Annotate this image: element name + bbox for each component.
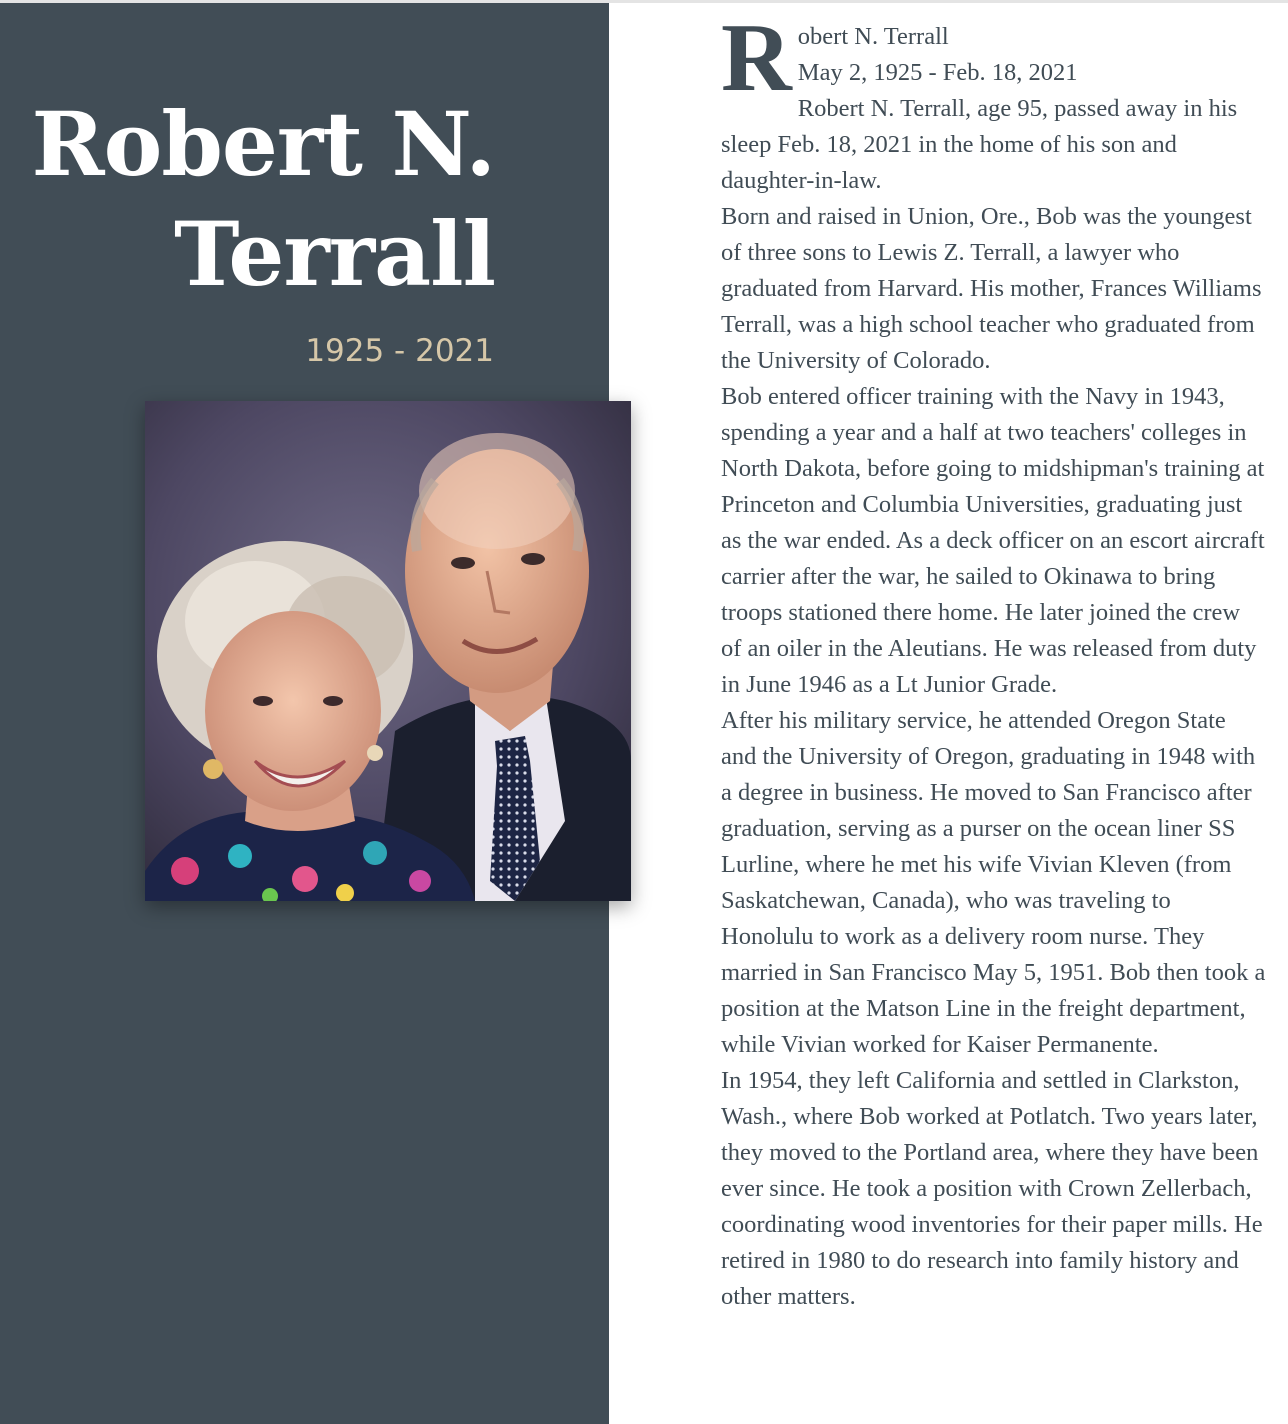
article-header-dates: May 2, 1925 - Feb. 18, 2021 [797,59,1078,86]
name-line-last: Terrall [174,202,495,306]
portrait-photo [145,401,631,901]
article-paragraph-3: Bob entered officer training with the Navy in 1943, spending a year and a half at two teachers' colleges in North Dakota, before going to midshipman's training at Princeton and Columbia Universities, graduating just as the war ended. As a deck officer on an escort aircraft carrier after the war, he sailed to Okinawa to bring troops stationed there home. He later joined the crew of an oiler in the Aleutians. He was released from duty in June 1946 as a Lt Junior Grade. [721,383,1265,698]
article-paragraph-4: After his military service, he attended Oregon State and the University of Oregon, graduating in 1948 with a degree in business. He moved to San Francisco after graduation, serving as a purser on the ocean liner SS Lurline, where he met his wife Vivian Kleven (from Saskatchewan, Canada), who was traveling to Honolulu to work as a delivery room nurse. They married in San Francisco May 5, 1951. Bob then took a position at the Matson Line in the freight department, while Vivian worked for Kaiser Permanente. [721,707,1266,1058]
life-years: 1925 - 2021 [305,333,494,369]
name-line-first: Robert N. [31,92,495,196]
obituary-article [721,4,1266,1315]
drop-cap: R [721,4,792,112]
article-header-name: obert N. Terrall [797,23,949,50]
deceased-name-heading [30,89,495,309]
article-paragraph-5: In 1954, they left California and settled in Clarkston, Wash., where Bob worked at Potlatch. Two years later, they moved to the Portland area, where they have been ever since. He took a position with Crown Zellerbach, coordinating wood inventories for their paper mills. He retired in 1980 to do research into family history and other matters. [721,1067,1263,1310]
article-paragraph-2: Born and raised in Union, Ore., Bob was the youngest of three sons to Lewis Z. Terrall, a lawyer who graduated from Harvard. His mother, Frances Williams Terrall, was a high school teacher who graduated from the University of Colorado. [721,203,1262,374]
article-paragraph-1: Robert N. Terrall, age 95, passed away in his sleep Feb. 18, 2021 in the home of his son and daughter-in-law. [721,95,1238,194]
